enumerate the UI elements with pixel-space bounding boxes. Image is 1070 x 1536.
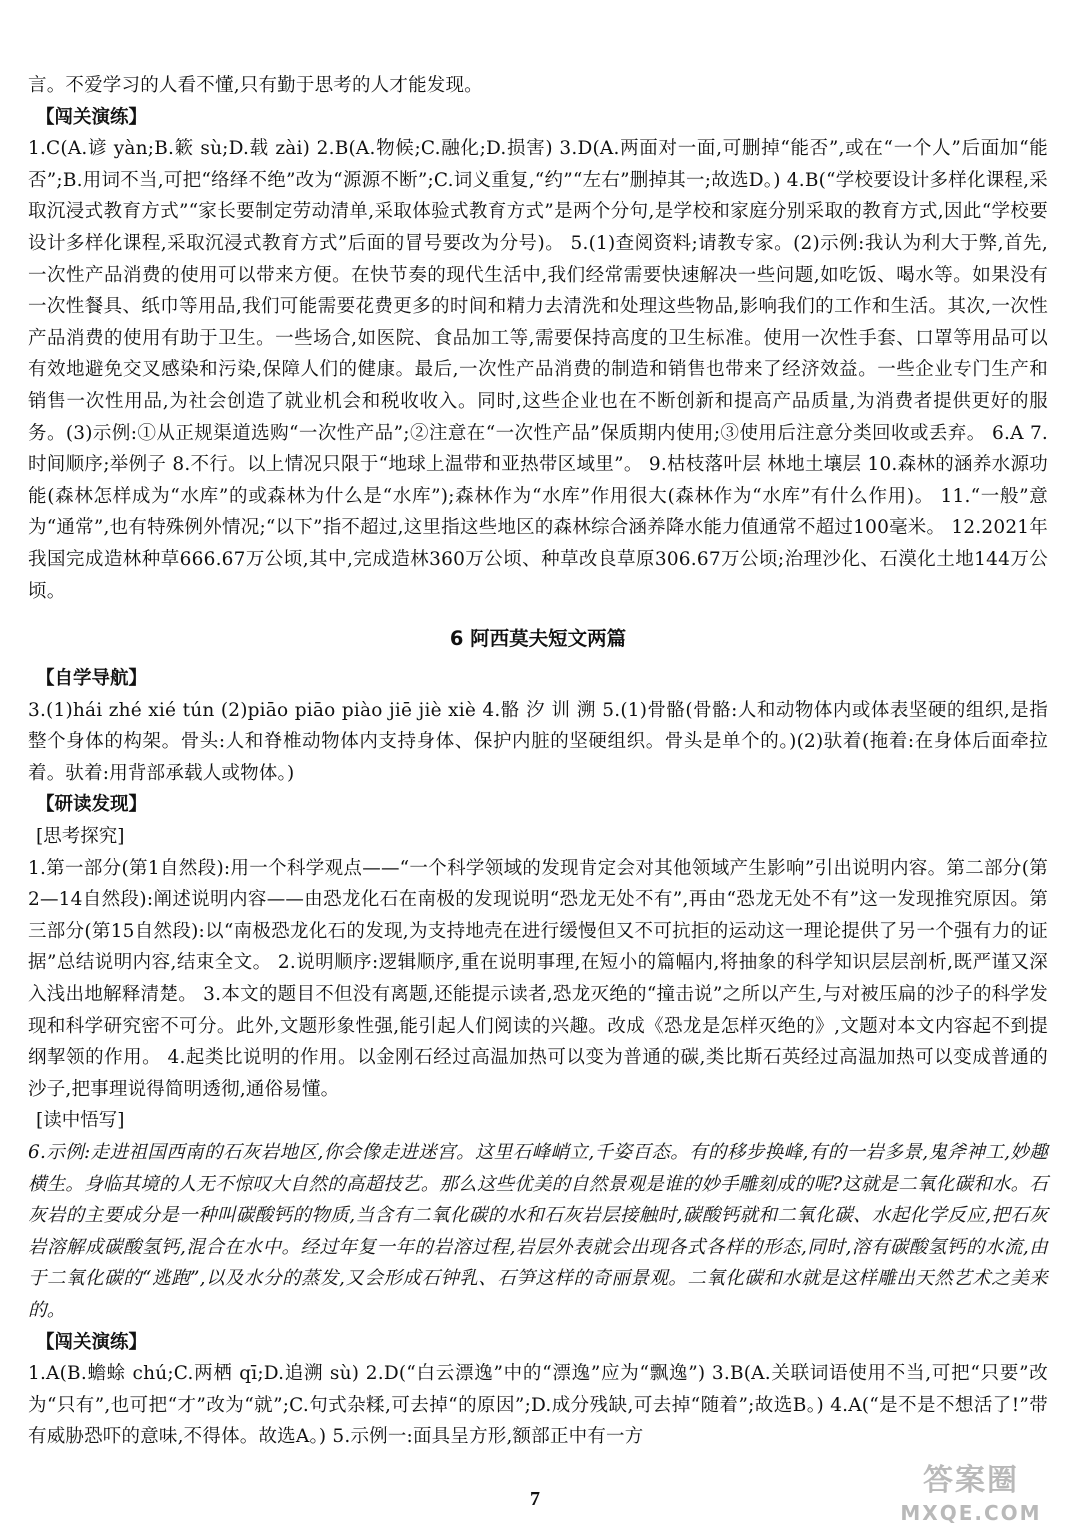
research-answers: 1.第一部分(第1自然段):用一个科学观点——“一个科学领域的发现肯定会对其他领域产生影响”引出说明内容。第二部分(第2—14自然段):阐述说明内容——由恐龙化石在南极的发现说明“恐龙无处不有”,再由“恐龙无处不有”这一发现推究原因。第三部分(第15自然段):以“南极恐龙化石的发现,为支持地壳在进行缓慢但又不可抗拒的运动这一理论提供了另一个强有力的证据”总结说明内容,结束全文。 2.说明顺序:逻辑顺序,重在说明事理,在短小的篇幅内,将抽象的科学知识层层剖析,既严谨又深入浅出地解释清楚。 3.本文的题目不但没有离题,还能提示读者,恐龙灭绝的“撞击说”之所以产生,与对被压扁的沙子的科学发现和科学研究密不可分。此外,文题形象性强,能引起人们阅读的兴趣。改成《恐龙是怎样灭绝的》,文题对本文内容起不到提纲挈领的作用。 4.起类比说明的作用。以金刚石经过高温加热可以变为普通的碳,类比斯石英经过高温加热可以变成普通的沙子,把事理说得简明透彻,通俗易懂。 — [28, 857, 1048, 1100]
practice-heading-1: 【闯关演练】 — [36, 106, 148, 128]
reading-writing-subheading: [读中悟写] — [36, 1110, 125, 1132]
intro-line: 言。不爱学习的人看不懂,只有勤于思考的人才能发现。 — [28, 75, 483, 96]
research-heading: 【研读发现】 — [36, 794, 148, 816]
page-number: 7 — [530, 1488, 540, 1510]
document-page — [28, 70, 1048, 1453]
self-study-heading: 【自学导航】 — [36, 668, 148, 690]
reading-writing-answer: 6.示例:走进祖国西南的石灰岩地区,你会像走进迷宫。这里石峰峭立,千姿百态。有的移步换峰,有的一岩多景,鬼斧神工,妙趣横生。身临其境的人无不惊叹大自然的高超技艺。那么这些优美的自然景观是谁的妙手雕刻成的呢?这就是二氧化碳和水。石灰岩的主要成分是一种叫碳酸钙的物质,当含有二氧化碳的水和石灰岩层接触时,碳酸钙就和二氧化碳、水起化学反应,把石灰岩溶解成碳酸氢钙,混合在水中。经过年复一年的岩溶过程,岩层外表就会出现各式各样的形态,同时,溶有碳酸氢钙的水流,由于二氧化碳的“逃跑”,以及水分的蒸发,又会形成石钟乳、石笋这样的奇丽景观。二氧化碳和水就是这样雕出天然艺术之美来的。 — [28, 1142, 1048, 1321]
practice-answers-2: 1.A(B.蟾蜍 chú;C.两栖 qī;D.追溯 sù) 2.D(“白云漂逸”中的“漂逸”应为“飘逸”) 3.B(A.关联词语使用不当,可把“只要”改为“只有”,也可把“才”改为“就”;C.句式杂糅,可去掉“的原因”;D.成分残缺,可去掉“随着”;故选B。) 4.A(“是不是不想活了!”带有威胁恐吓的意味,不得体。故选A。) 5.示例一:面具呈方形,额部正中有一方 — [28, 1363, 1048, 1448]
practice-answers-1: 1.C(A.谚 yàn;B.簌 sù;D.载 zài) 2.B(A.物候;C.融化;D.损害) 3.D(A.两面对一面,可删掉“能否”,或在“一个人”后面加“能否”;B.用词不当,可把“络绎不绝”改为“源源不断”;C.词义重复,“约”“左右”删掉其一;故选D。) 4.B(“学校要设计多样化课程,采取沉浸式教育方式”“家长要制定劳动清单,采取体验式教育方式”是两个分句,是学校和家庭分别采取的教育方式,因此“学校要设计多样化课程,采取沉浸式教育方式”后面的冒号要改为分号)。 5.(1)查阅资料;请教专家。(2)示例:我认为利大于弊,首先,一次性产品消费的使用可以带来方便。在快节奏的现代生活中,我们经常需要快速解决一些问题,如吃饭、喝水等。如果没有一次性餐具、纸巾等用品,我们可能需要花费更多的时间和精力去清洗和处理这些物品,影响我们的工作和生活。其次,一次性产品消费的使用有助于卫生。一些场合,如医院、食品加工等,需要保持高度的卫生标准。使用一次性手套、口罩等用品可以有效地避免交叉感染和污染,保障人们的健康。最后,一次性产品消费的制造和销售也带来了经济效益。一些企业专门生产和销售一次性用品,为社会创造了就业机会和税收收入。同时,这些企业也在不断创新和提高产品质量,为消费者提供更好的服务。(3)示例:①从正规渠道选购“一次性产品”;②注意在“一次性产品”保质期内使用;③使用后注意分类回收或丢弃。 6.A 7.时间顺序;举例子 8.不行。以上情况只限于“地球上温带和亚热带区域里”。 9.枯枝落叶层 林地土壤层 10.森林的涵养水源功能(森林怎样成为“水库”的或森林为什么是“水库”);森林作为“水库”作用很大(森林作为“水库”有什么作用)。 11.“一般”意为“通常”,也有特殊例外情况;“以下”指不超过,这里指这些地区的森林综合涵养降水能力值通常不超过100毫米。 12.2021年我国完成造林种草666.67万公顷,其中,完成造林360万公顷、种草改良草原306.67万公顷;治理沙化、石漠化土地144万公顷。 — [28, 138, 1048, 602]
think-explore-subheading: [思考探究] — [36, 826, 125, 848]
lesson-title: 6 阿西莫夫短文两篇 — [449, 627, 627, 651]
self-study-answers: 3.(1)hái zhé xié tún (2)piāo piāo piào jiē jiè xiè 4.骼 汐 训 溯 5.(1)骨骼(骨骼:人和动物体内或体表坚硬的组织,是指整个身体的构架。骨头:人和脊椎动物体内支持身体、保护内脏的坚硬组织。骨头是单个的。)(2)驮着(拖着:在身体后面牵拉着。驮着:用背部承载人或物体。) — [28, 699, 1048, 784]
watermark-url: MXQE.COM — [900, 1501, 1042, 1525]
practice-heading-2: 【闯关演练】 — [36, 1331, 148, 1353]
watermark — [886, 1462, 1056, 1532]
watermark-logo: 答案圈 — [923, 1463, 1019, 1498]
